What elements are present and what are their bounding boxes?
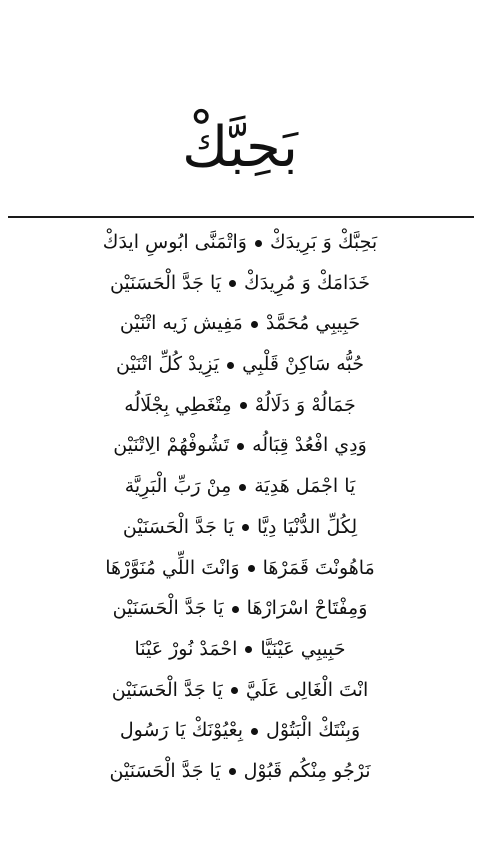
- verse-second-hemistich: وَانْتَ اللِّي مُنَوَّرْهَا: [105, 556, 240, 579]
- title-divider: [8, 216, 474, 218]
- verse-second-hemistich: وَاتْمَنَّى ابُوسِ ايدَكْ: [102, 231, 247, 253]
- verse-first-hemistich: وَبِنْتَكْ الْبَتُوْل: [266, 719, 361, 742]
- verse-first-hemistich: مَاهُونْتَ قَمَرْهَا: [262, 556, 375, 579]
- bullet-separator-icon: [229, 280, 236, 287]
- bullet-separator-icon: [232, 606, 239, 613]
- verse-first-hemistich: حَبِيبِي عَيْنَيَّا: [260, 637, 346, 660]
- verse-second-hemistich: يَا جَدَّ الْحَسَنَيْن: [111, 678, 223, 701]
- verse-second-hemistich: يَا جَدَّ الْحَسَنَيْن: [112, 597, 224, 620]
- verse-line: [0, 629, 480, 670]
- verse-second-hemistich: يَا جَدَّ الْحَسَنَيْن: [109, 759, 221, 782]
- bullet-separator-icon: [227, 362, 234, 369]
- verse-second-hemistich: يَا جَدَّ الْحَسَنَيْن: [109, 271, 222, 294]
- verse-line: [0, 507, 480, 548]
- verse-second-hemistich: تَشُوفْهُمْ الِاتْنَيْن: [113, 434, 230, 457]
- verse-line: [0, 710, 480, 751]
- verse-second-hemistich: مَفِيش زَيه اتْنَيْن: [119, 312, 243, 335]
- bullet-separator-icon: [239, 484, 246, 491]
- verse-list: [0, 222, 480, 792]
- bullet-separator-icon: [245, 646, 252, 653]
- verse-second-hemistich: يَزِيدْ كُلِّ اتْنَيْن: [116, 353, 220, 376]
- verse-second-hemistich: احْمَدْ نُورْ عَيْنَا: [134, 637, 238, 660]
- bullet-separator-icon: [229, 768, 236, 775]
- verse-first-hemistich: جَمَالُهْ وَ دَلَالُهْ: [254, 393, 356, 416]
- verse-line: [0, 588, 480, 629]
- verse-first-hemistich: انْتَ الْغَالِى عَلَيَّ: [245, 678, 369, 701]
- verse-line: [0, 263, 480, 304]
- verse-line: [0, 548, 480, 589]
- verse-line: [0, 385, 480, 426]
- verse-second-hemistich: مِتْغَطِي بِجْلَالُه: [124, 393, 232, 416]
- verse-first-hemistich: حُبُّه سَاكِنْ قَلْبِي: [242, 353, 364, 376]
- bullet-separator-icon: [242, 524, 249, 531]
- verse-line: [0, 466, 480, 507]
- verse-second-hemistich: مِنْ رَبِّ الْبَرِيَّة: [124, 475, 232, 498]
- verse-second-hemistich: بِعْيُوْنَكْ يَا رَسُول: [119, 719, 244, 742]
- poem-title: بَحِبَّكْ: [182, 115, 298, 180]
- bullet-separator-icon: [240, 402, 247, 409]
- verse-first-hemistich: بَحِبَّكْ وَ بَرِيدَكْ: [269, 231, 378, 253]
- verse-first-hemistich: وَمِفْتَاحْ اسْرَارْهَا: [246, 597, 368, 620]
- verse-line: [0, 222, 480, 263]
- verse-first-hemistich: حَبِيبِي مُحَمَّدْ: [265, 312, 361, 335]
- verse-line: [0, 751, 480, 792]
- verse-first-hemistich: وَدِي افْعُدْ قِبَالُه: [252, 434, 367, 457]
- bullet-separator-icon: [255, 240, 262, 247]
- verse-first-hemistich: خَدَامَكْ وَ مُرِيدَكْ: [244, 271, 371, 294]
- bullet-separator-icon: [237, 443, 244, 450]
- verse-first-hemistich: نَرْجُو مِنْكُم قَبُوْل: [243, 759, 371, 782]
- verse-line: [0, 303, 480, 344]
- verse-second-hemistich: يَا جَدَّ الْحَسَنَيْن: [122, 515, 234, 538]
- verse-first-hemistich: لِكُلِّ الدُّنْيَا دِيَّا: [256, 515, 358, 538]
- bullet-separator-icon: [231, 687, 238, 694]
- verse-line: [0, 425, 480, 466]
- bullet-separator-icon: [251, 728, 258, 735]
- bullet-separator-icon: [248, 565, 255, 572]
- bullet-separator-icon: [251, 321, 258, 328]
- verse-line: [0, 344, 480, 385]
- verse-first-hemistich: يَا اجْمَل هَدِيَة: [254, 475, 356, 498]
- verse-line: [0, 670, 480, 711]
